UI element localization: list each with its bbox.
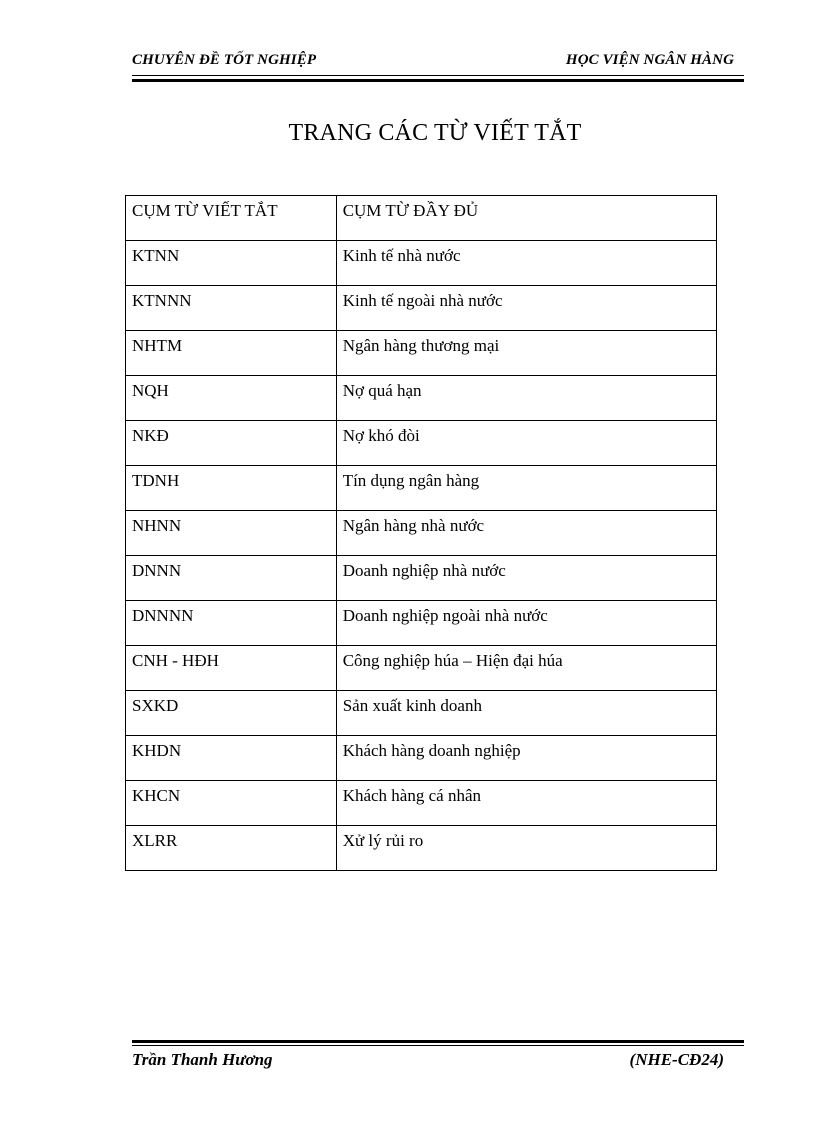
table-body <box>126 241 717 871</box>
full-term-cell: Xử lý rủi ro <box>336 826 716 871</box>
abbreviation-cell: NHTM <box>126 331 337 376</box>
abbreviation-cell: KTNN <box>126 241 337 286</box>
abbreviation-cell: DNNNN <box>126 601 337 646</box>
full-term-cell: Sản xuất kinh doanh <box>336 691 716 736</box>
abbreviation-cell: KHDN <box>126 736 337 781</box>
full-term-cell: Nợ quá hạn <box>336 376 716 421</box>
full-term-cell: Tín dụng ngân hàng <box>336 466 716 511</box>
table-row <box>126 376 717 421</box>
footer-code: (NHE-CĐ24) <box>629 1050 724 1069</box>
full-term-cell: Doanh nghiệp nhà nước <box>336 556 716 601</box>
footer-rule-thin <box>132 1045 744 1046</box>
page-footer <box>132 1040 744 1080</box>
abbreviation-cell: KHCN <box>126 781 337 826</box>
table-row <box>126 781 717 826</box>
table-row <box>126 736 717 781</box>
table-row <box>126 691 717 736</box>
column-header-abbr: CỤM TỪ VIẾT TẮT <box>126 196 337 241</box>
table-row <box>126 556 717 601</box>
table-row <box>126 601 717 646</box>
table-row <box>126 646 717 691</box>
full-term-cell: Nợ khó đòi <box>336 421 716 466</box>
table-row <box>126 511 717 556</box>
table-header-row <box>126 196 717 241</box>
abbreviation-cell: NKĐ <box>126 421 337 466</box>
footer-author: Trần Thanh Hương <box>132 1050 273 1069</box>
abbreviation-cell: NHNN <box>126 511 337 556</box>
abbreviation-cell: XLRR <box>126 826 337 871</box>
full-term-cell: Kinh tế ngoài nhà nước <box>336 286 716 331</box>
table-row <box>126 286 717 331</box>
header-right-text: HỌC VIỆN NGÂN HÀNG <box>565 52 734 68</box>
abbreviation-table <box>125 195 717 871</box>
table-row <box>126 826 717 871</box>
full-term-cell: Doanh nghiệp ngoài nhà nước <box>336 601 716 646</box>
full-term-cell: Ngân hàng nhà nước <box>336 511 716 556</box>
table-row <box>126 241 717 286</box>
table-row <box>126 421 717 466</box>
full-term-cell: Công nghiệp húa – Hiện đại húa <box>336 646 716 691</box>
abbreviation-cell: KTNNN <box>126 286 337 331</box>
abbreviation-cell: NQH <box>126 376 337 421</box>
column-header-full: CỤM TỪ ĐẦY ĐỦ <box>336 196 716 241</box>
full-term-cell: Kinh tế nhà nước <box>336 241 716 286</box>
header-rule-thin <box>132 75 744 76</box>
full-term-cell: Khách hàng doanh nghiệp <box>336 736 716 781</box>
header-rule-thick <box>132 79 744 82</box>
table-row <box>126 331 717 376</box>
header-left-text: CHUYÊN ĐỀ TỐT NGHIỆP <box>132 52 317 68</box>
abbreviation-cell: CNH - HĐH <box>126 646 337 691</box>
abbreviation-cell: DNNN <box>126 556 337 601</box>
abbreviation-cell: TDNH <box>126 466 337 511</box>
full-term-cell: Khách hàng cá nhân <box>336 781 716 826</box>
footer-rule-thick <box>132 1040 744 1043</box>
full-term-cell: Ngân hàng thương mại <box>336 331 716 376</box>
table-row <box>126 466 717 511</box>
page-title: TRANG CÁC TỪ VIẾT TẮT <box>288 120 582 146</box>
abbreviation-cell: SXKD <box>126 691 337 736</box>
page-header <box>132 48 744 88</box>
